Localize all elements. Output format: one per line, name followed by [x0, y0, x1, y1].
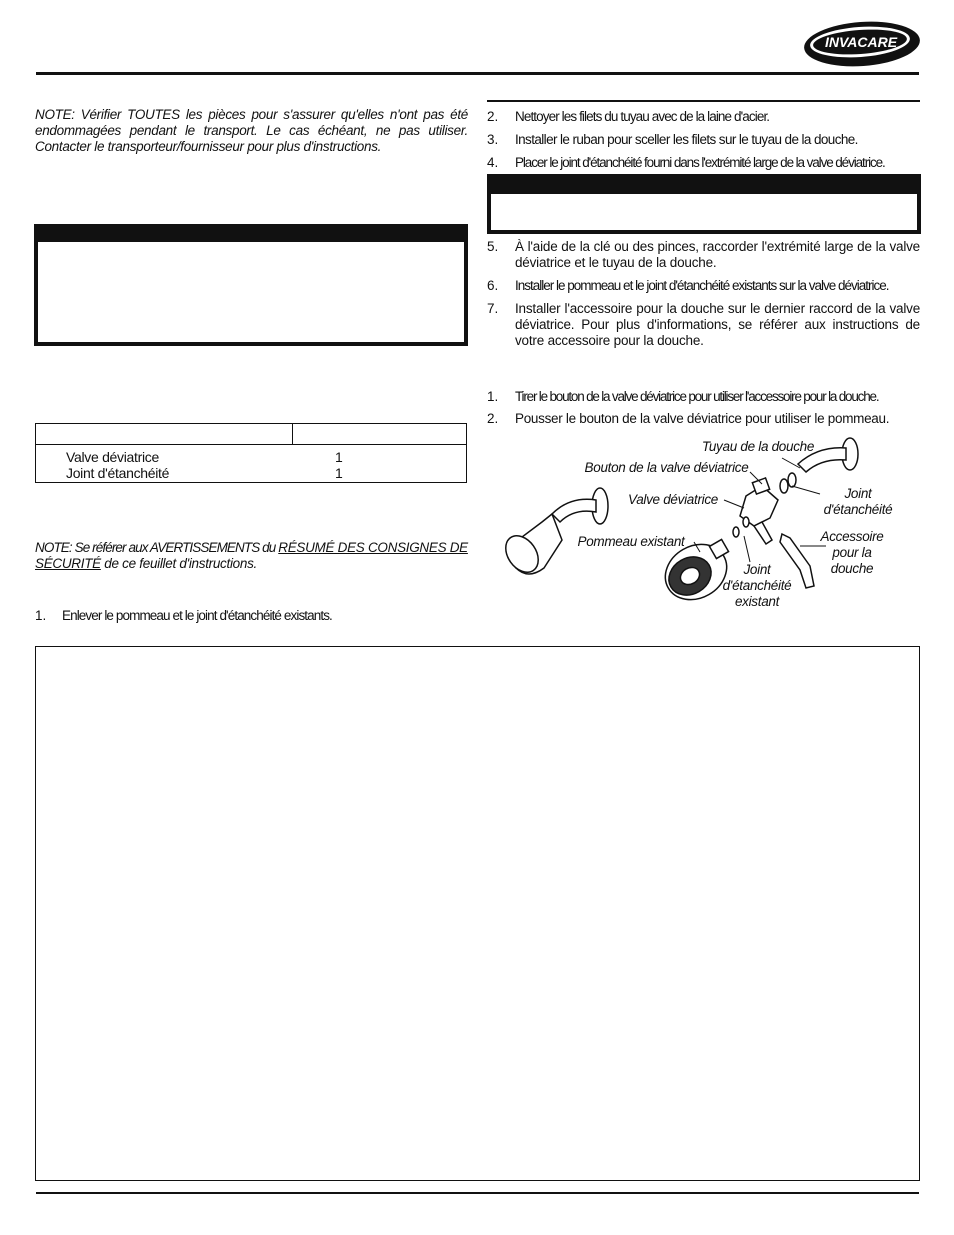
valve-outlet — [754, 522, 772, 544]
step-text: Enlever le pommeau et le joint d'étanchéité existants. — [62, 608, 332, 623]
warning-box-header — [38, 228, 464, 242]
label-accessory: Accessoire pour la douche — [820, 529, 884, 576]
safety-note-suffix: de ce feuillet d'instructions. — [100, 556, 257, 571]
right-column-rule — [487, 100, 920, 102]
warning-box-left — [34, 224, 468, 346]
content-box — [35, 646, 920, 1181]
safety-summary-link[interactable]: RÉSUMÉ DES CONSIGNES DE SÉCURITÉ — [35, 540, 468, 571]
label-diverter-valve: Valve déviatrice — [628, 492, 718, 507]
invacare-logo — [803, 20, 921, 68]
warning-box-right — [487, 174, 921, 234]
header-rule — [36, 72, 919, 75]
parts-table-row-name-1: Valve déviatrice — [66, 449, 159, 465]
label-shower-pipe: Tuyau de la douche — [701, 439, 815, 454]
label-valve-knob: Bouton de la valve déviatrice — [584, 460, 749, 475]
gasket-icon — [788, 473, 796, 487]
safety-note — [35, 540, 468, 572]
step-number: 1. — [35, 608, 47, 623]
parts-table-row-qty-1: 1 — [335, 449, 343, 465]
label-gasket: Joint d'étanchéité — [823, 486, 893, 517]
transport-note: NOTE: Vérifier TOUTES les pièces pour s'assurer qu'elles n'ont pas été endommagées pendant le transport. Le cas échéant, ne pas utiliser. Contacter le transporteur/fournisseur pour plus d'instructions. — [35, 107, 468, 154]
label-existing-gasket: Joint d'étanchéité existant — [722, 562, 792, 609]
safety-note-prefix: NOTE: Se référer aux AVERTISSEMENTS du — [35, 540, 279, 555]
logo-text: INVACARE — [824, 34, 898, 50]
parts-table-header — [36, 424, 466, 445]
parts-table-row-name-2: Joint d'étanchéité — [66, 465, 170, 481]
label-existing-showerhead: Pommeau existant — [577, 534, 685, 549]
warning-box-header — [491, 178, 917, 194]
parts-table-row-qty-2: 1 — [335, 465, 343, 481]
footer-rule — [36, 1192, 919, 1194]
parts-table — [35, 423, 467, 483]
left-shower-arm — [552, 499, 596, 522]
